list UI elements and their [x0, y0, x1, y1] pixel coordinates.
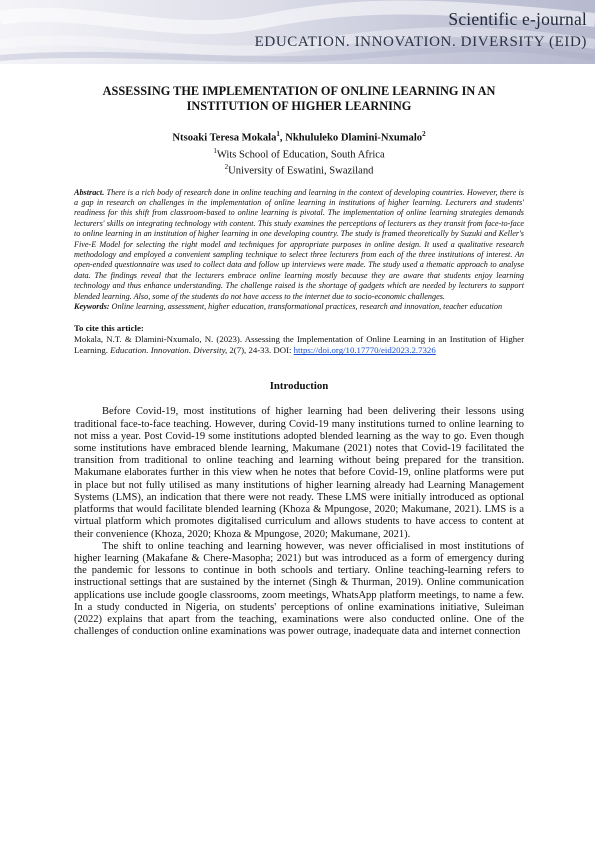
author-affiliation-marker: 1 — [276, 130, 280, 138]
citation-journal: Education. Innovation. Diversity, — [110, 345, 228, 356]
body-paragraph: Before Covid-19, most institutions of higher learning had been delivering their lessons using traditional face-to-face teaching. However, during Covid-19 many institutions turned to online learning to not miss a year. Post Covid-19 some institutions adopted blended learning as the way to go. Even though some institutions have embraced blende learning, Makumane (2021) notes that Covid-19 facilitated the transition from traditional to online teaching and learning without being prepared for the transition. Makumane elaborates further in this view when he notes that before Covid-19, online platforms were put in place but not fully utilised as many institutions of higher learning already had Learning Management Systems (LMS), an indication that there were not ready. These LMS were initially introduced as optional platforms that would facilitate blended learning (Khoza & Mpungose, 2020; Makumane, 2021). LMS is a virtual platform which promotes digitalised curriculum and allows students to have access to content at their convenience (Khoza, 2020; Khoza & Mpungose, 2020; Makumane, 2021). — [74, 406, 524, 540]
author-list — [74, 128, 524, 145]
author-affiliation-marker: 2 — [422, 130, 426, 138]
keywords-text: Online learning, assessment, higher education, transformational practices, research and innovation, teacher education — [111, 302, 503, 312]
affiliation-marker: 1 — [213, 146, 217, 155]
author-name: Nkhululeko Dlamini-Nxumalo — [285, 132, 423, 144]
abstract-label: Abstract. — [74, 187, 105, 197]
keywords-label: Keywords: — [74, 302, 110, 312]
abstract — [74, 188, 524, 302]
citation-heading: To cite this article: — [74, 323, 144, 334]
body-paragraph: The shift to online teaching and learning however, was never officialised in most institutions of higher learning (Makafane & Chere-Masopha; 2021) but was introduced as a form of emergency during the pandemic for lessons to continue in both schools and tertiary. Online teaching-learning refers to instructional settings that are sustained by the internet (Singh & Thurman, 2019). Online communication applications use include google classrooms, zoom meetings, WhatsApp platform meetings, to name a few. In a study conducted in Nigeria, on students' perceptions of online examinations initiative, Suleiman (2022) explains that apart from the teaching, examinations were also conducted online. One of the challenges of conduction online examinations was power outrage, inadequate data and internet connection — [74, 540, 524, 638]
keywords — [74, 302, 524, 312]
abstract-text: There is a rich body of research done in online teaching and learning in the context of developing countries. However, there is a gap in research on challenges in the implementation of online learning in institutions of higher learning. Lecturers and students' readiness for this shift from classroom-based to online learning is pivotal. The implementation of online learning strategies demands lecturers' skills on integrating technology with content. This study examines the perceptions of lecturers as they transit from face-to-face to online learning in an institution of higher learning in one developing country. The study is framed theoretically by Suzuki and Keller's Five-E Model for selecting the right model and techniques for appropriate purposes in online design. It used a qualitative research methodology and employed a convenient sampling technique to select three lecturers from each of the three institutions of interest. An open-ended questionnaire was used to collect data and follow up interviews were made. The study used a thematic approach to analyse data. The findings reveal that the lecturers embrace online learning mostly because they are aware that students enjoy learning technology and thus enhance understanding. The challenge raised is the shortage of gadgets which are needed by lecturers to support blended learning. Also, some of the students do not have access to the internet due to socio-economic challenges. — [74, 187, 524, 301]
article-title: ASSESSING THE IMPLEMENTATION OF ONLINE LEARNING IN AN INSTITUTION OF HIGHER LEARNING — [102, 84, 496, 113]
citation-issue: 2(7), 24-33. DOI: — [227, 345, 294, 356]
citation — [74, 334, 524, 356]
author-name: Ntsoaki Teresa Mokala — [172, 132, 277, 144]
affiliation-text: Wits School of Education, South Africa — [216, 149, 385, 161]
affiliation-marker: 2 — [224, 163, 229, 172]
affiliation — [74, 145, 524, 162]
journal-banner — [0, 0, 595, 64]
journal-subtitle: EDUCATION. INNOVATION. DIVERSITY (EID) — [254, 34, 587, 50]
affiliation-text: University of Eswatini, Swaziland — [228, 165, 374, 177]
citation-text: Mokala, N.T. & Dlamini-Nxumalo, N. (2023). Assessing the Implementation of Online Learning in an Institution of Higher Learning. — [74, 334, 524, 356]
author-separator: , — [279, 132, 286, 144]
section-heading: Introduction — [269, 380, 329, 393]
affiliation — [74, 161, 524, 178]
doi-link[interactable]: https://doi.org/10.17770/eid2023.2.7326 — [293, 345, 436, 356]
journal-name: Scientific e-journal — [448, 9, 587, 29]
article-body — [74, 84, 524, 638]
